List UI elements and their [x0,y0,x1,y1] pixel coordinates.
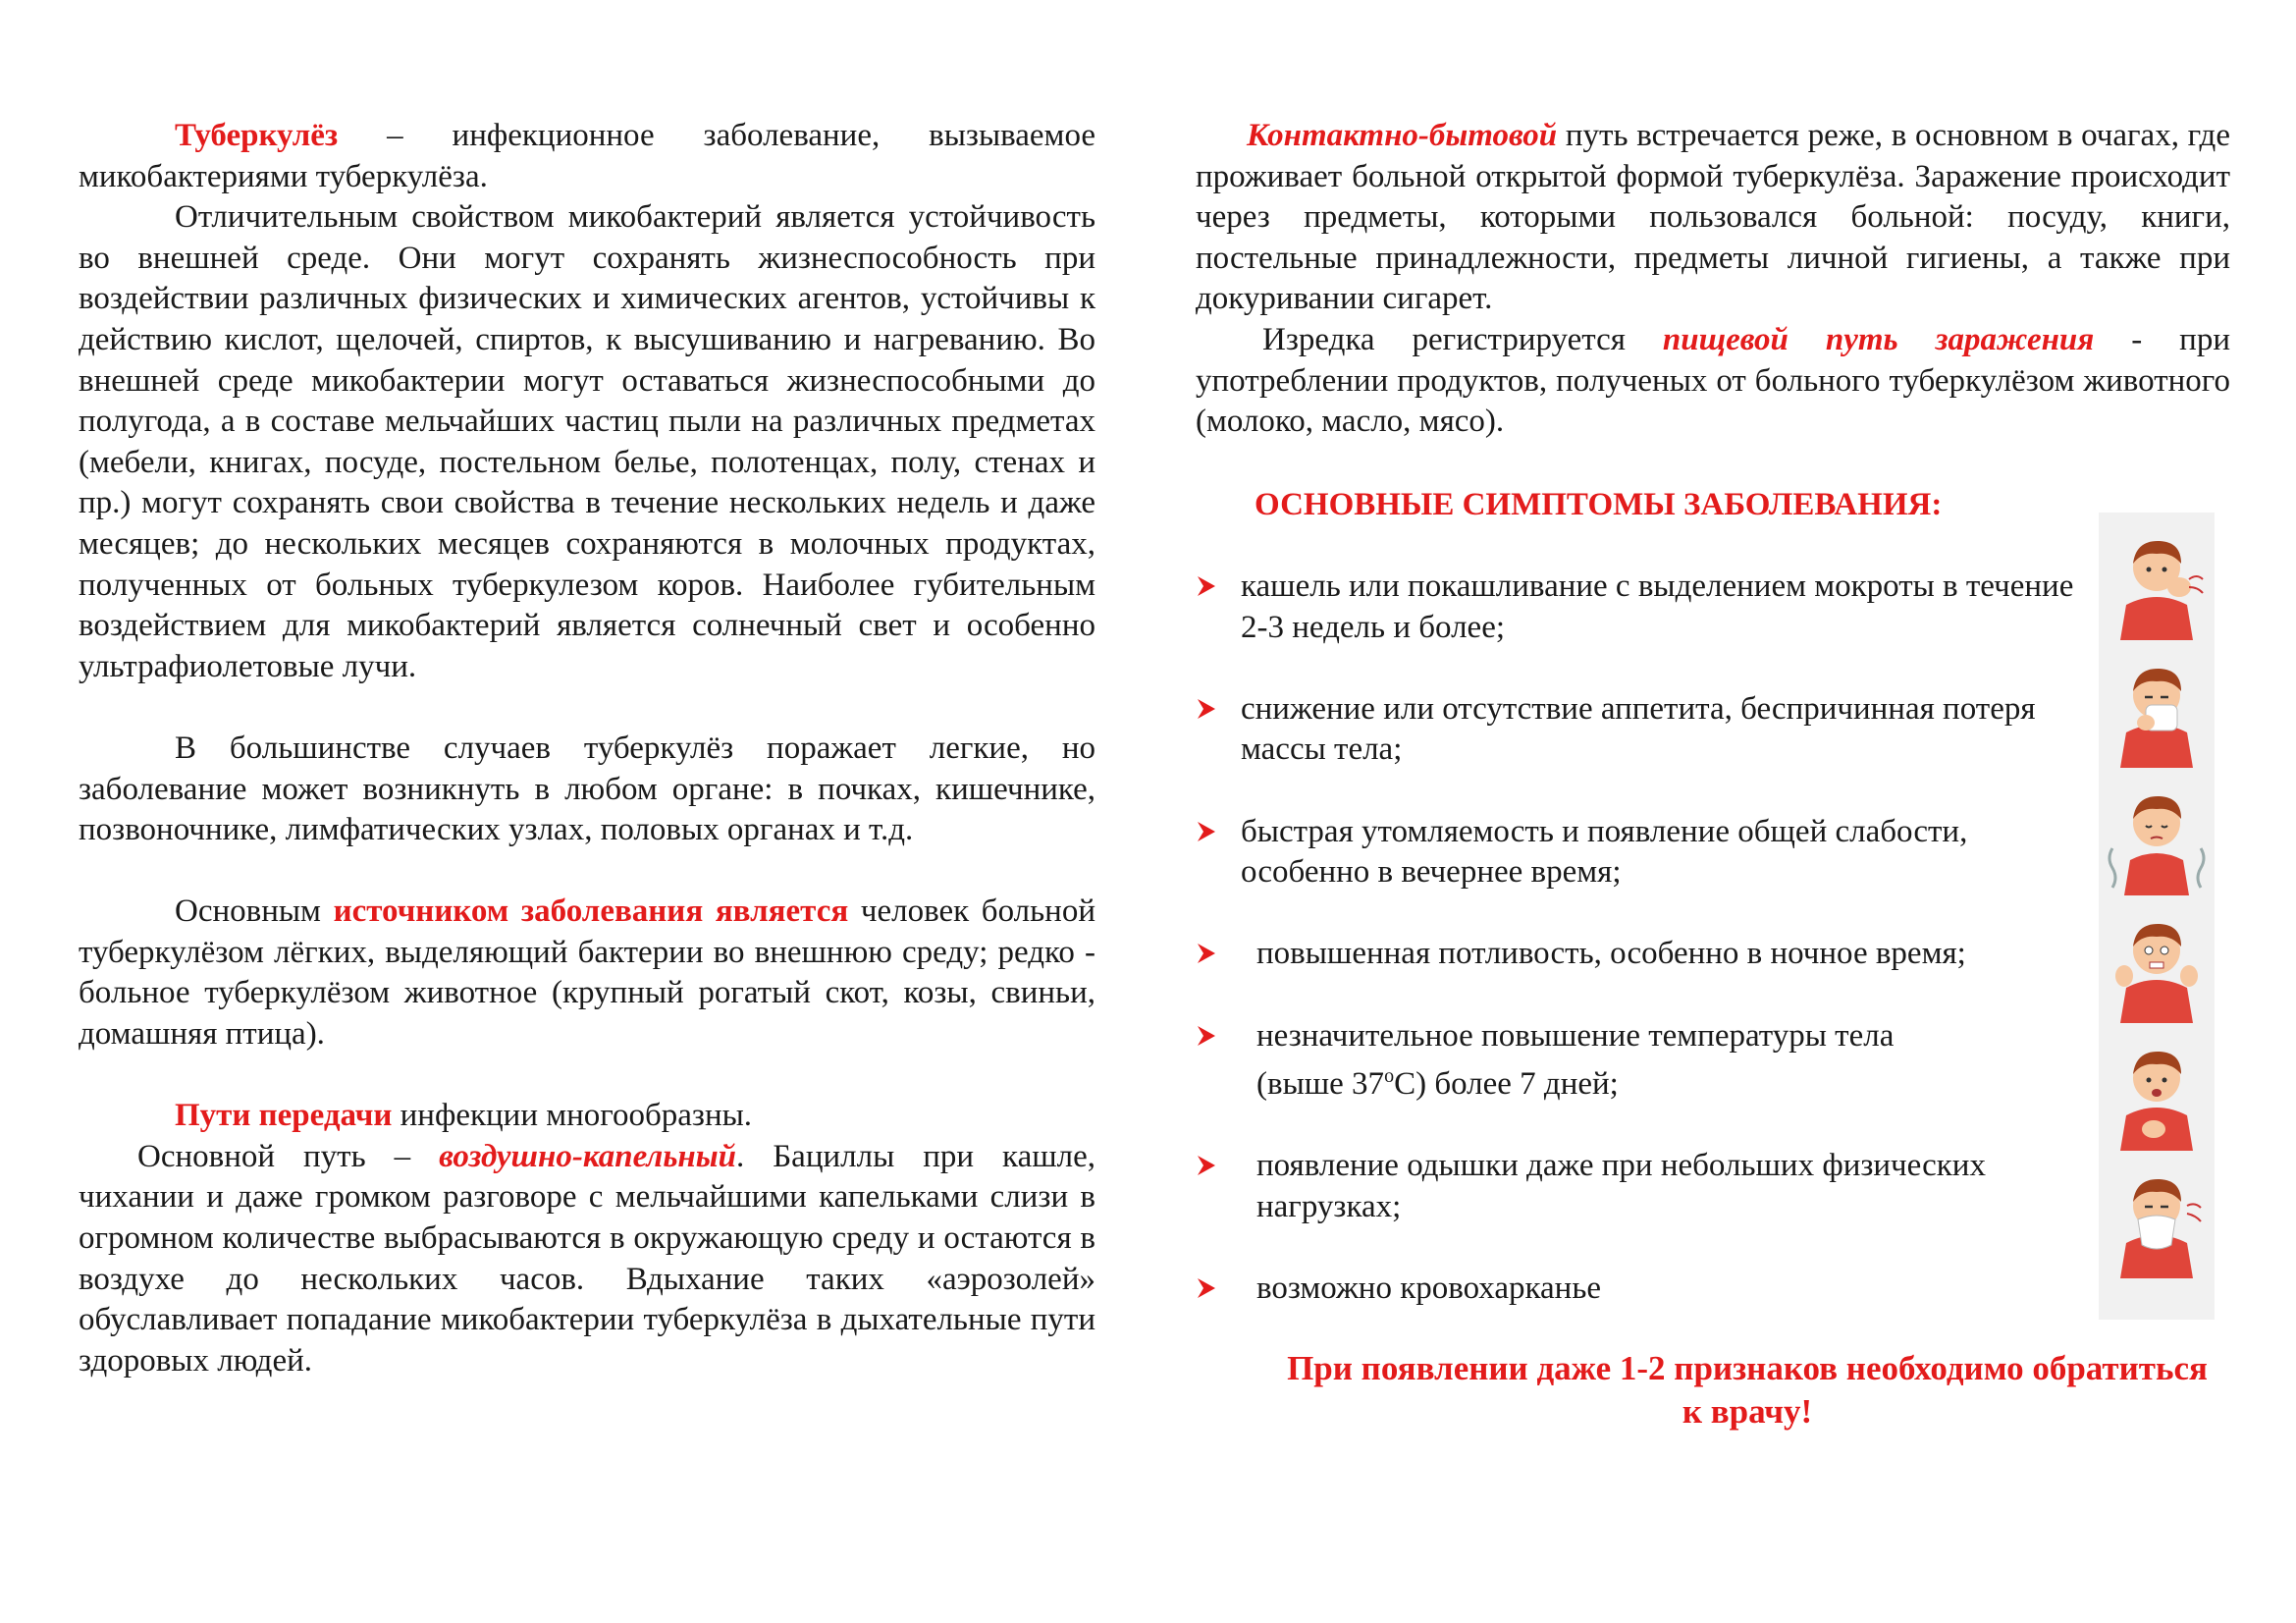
term-airborne: воздушно-капельный [439,1138,736,1174]
term-transmission: Пути передачи [175,1098,393,1134]
feverish-boy-icon [2103,907,2211,1023]
arrow-bullet-icon [1196,1269,1241,1300]
paragraph-organs: В большинстве случаев туберкулёз поражает легкие, но заболевание может возникнуть в любом органе: в почках, кишечнике, позвоночнике, лимфатических узлах, половых органах и т.д. [79,730,1095,848]
source-text-before: Основным [175,893,334,930]
term-source: источником заболевания является [333,893,849,930]
contact-text: путь встречается реже, в основном в очагах, где проживает больной открытой формой туберкулёза. Заражение происходит через предметы, которыми пользовался больной: посуду, книги, постельные принадлежности, предметы личной гигиены, а также при докуривании сигарет. [1196,118,2230,317]
term-contact: Контактно-бытовой [1247,118,1558,153]
breathless-boy-icon [2103,1035,2211,1151]
arrow-bullet-icon [1196,689,1241,721]
symptom-text: снижение или отсутствие аппетита, беспричинная потеря массы тела; [1241,690,2036,768]
list-item [1196,689,2099,771]
arrow-bullet-icon [1196,812,1241,843]
airborne-text-before: Основной путь – [137,1138,440,1174]
source-text-after: человек больной туберкулёзом лёгких, выделяющий бактерии во внешнюю среду; редко - больное туберкулёзом животное (крупный рогатый скот, козы, свиньи, домашняя птица). [79,893,1095,1053]
degree-sup: о [1384,1065,1395,1088]
symptom-text-temperature [1241,1016,1894,1106]
transmission-text: инфекции многообразны. [392,1098,753,1134]
arrow-bullet-icon [1196,1016,1241,1048]
right-column [1196,116,2230,443]
temperature-before: (выше 37 [1256,1066,1385,1103]
term-tuberculosis: Туберкулёз [175,118,339,153]
symptom-text: возможно кровохарканье [1256,1271,1602,1307]
list-item [1196,567,2099,648]
symptoms-list [1196,567,2099,1350]
temperature-after: С) более 7 дней; [1394,1066,1619,1103]
temperature-line-1: незначительное повышение температуры тела [1256,1017,1895,1054]
symptom-text: повышенная потливость, особенно в ночное время; [1256,936,1966,972]
list-item [1196,1269,2099,1310]
food-text-before: Изредка регистрируется [1262,321,1663,357]
paragraph-contact [1196,116,2230,320]
symptom-text: кашель или покашливание с выделением мокроты в течение 2-3 недель и более; [1241,568,2074,645]
symptom-text: появление одышки даже при небольших физических нагрузках; [1256,1148,1986,1224]
arrow-bullet-icon [1196,567,1241,598]
symptoms-heading: ОСНОВНЫЕ СИМПТОМЫ ЗАБОЛЕВАНИЯ: [1255,487,1943,522]
symptom-text: быстрая утомляемость и появление общей слабости, особенно в вечернее время; [1241,813,1968,891]
definition-text: – инфекционное заболевание, вызываемое микобактериями туберкулёза. [79,118,1095,194]
paragraph-source [79,892,1095,1055]
paragraph-food [1196,320,2230,443]
list-item [1196,934,2099,975]
arrow-bullet-icon [1196,934,1241,965]
paragraph-transmission [79,1096,1095,1137]
airborne-text-after: . Бациллы при кашле, чихании и даже громком разговоре с мельчайшими капельками слизи в огромном количестве выбрасываются в окружающую среду и остаются в воздухе до нескольких часов. Вдыхание таких «аэрозолей» обуславливает попадание микобактерии туберкулёза в дыхательные пути здоровых людей. [79,1138,1095,1379]
list-item [1196,812,2099,893]
paragraph-resistance: Отличительным свойством микобактерий является устойчивость во внешней среде. Они могут сохранять жизнеспособность при воздействии различных физических и химических агентов, устойчивы к действию кислот, щелочей, спиртов, к высушиванию и нагреванию. Во внешней среде микобактерии могут оставаться жизнеспособными до полугода, а в составе мельчайших частиц пыли на различных предметах (мебели, книгах, посуде, постельном белье, полотенцах, полу, стенах и пр.) могут сохранять свои свойства в течение нескольких недель и даже месяцев; до нескольких месяцев сохраняются в молочных продуктах, полученных от больных туберкулезом коров. Наиболее губительным воздействием для микобактерий является солнечный свет и особенно ультрафиолетовые лучи. [79,199,1095,684]
paragraph-airborne [79,1137,1095,1382]
tissue-boy-icon [2103,1163,2211,1278]
term-food: пищевой путь заражения [1662,321,2095,357]
list-item [1196,1016,2099,1106]
doctor-warning: При появлении даже 1-2 признаков необходимо обратиться к врачу! [1287,1349,2208,1431]
arrow-bullet-icon [1196,1146,1241,1177]
weak-boy-icon [2103,780,2211,895]
left-column [79,116,1095,1381]
coughing-boy-icon [2103,524,2211,640]
paragraph-definition [79,116,1095,197]
sneezing-boy-icon [2103,652,2211,768]
food-text-after: - при употреблении продуктов, полученых от больного туберкулёзом животного (молоко, масло, мясо). [1196,321,2231,440]
list-item [1196,1146,2099,1227]
symptom-illustrations [2099,513,2215,1320]
